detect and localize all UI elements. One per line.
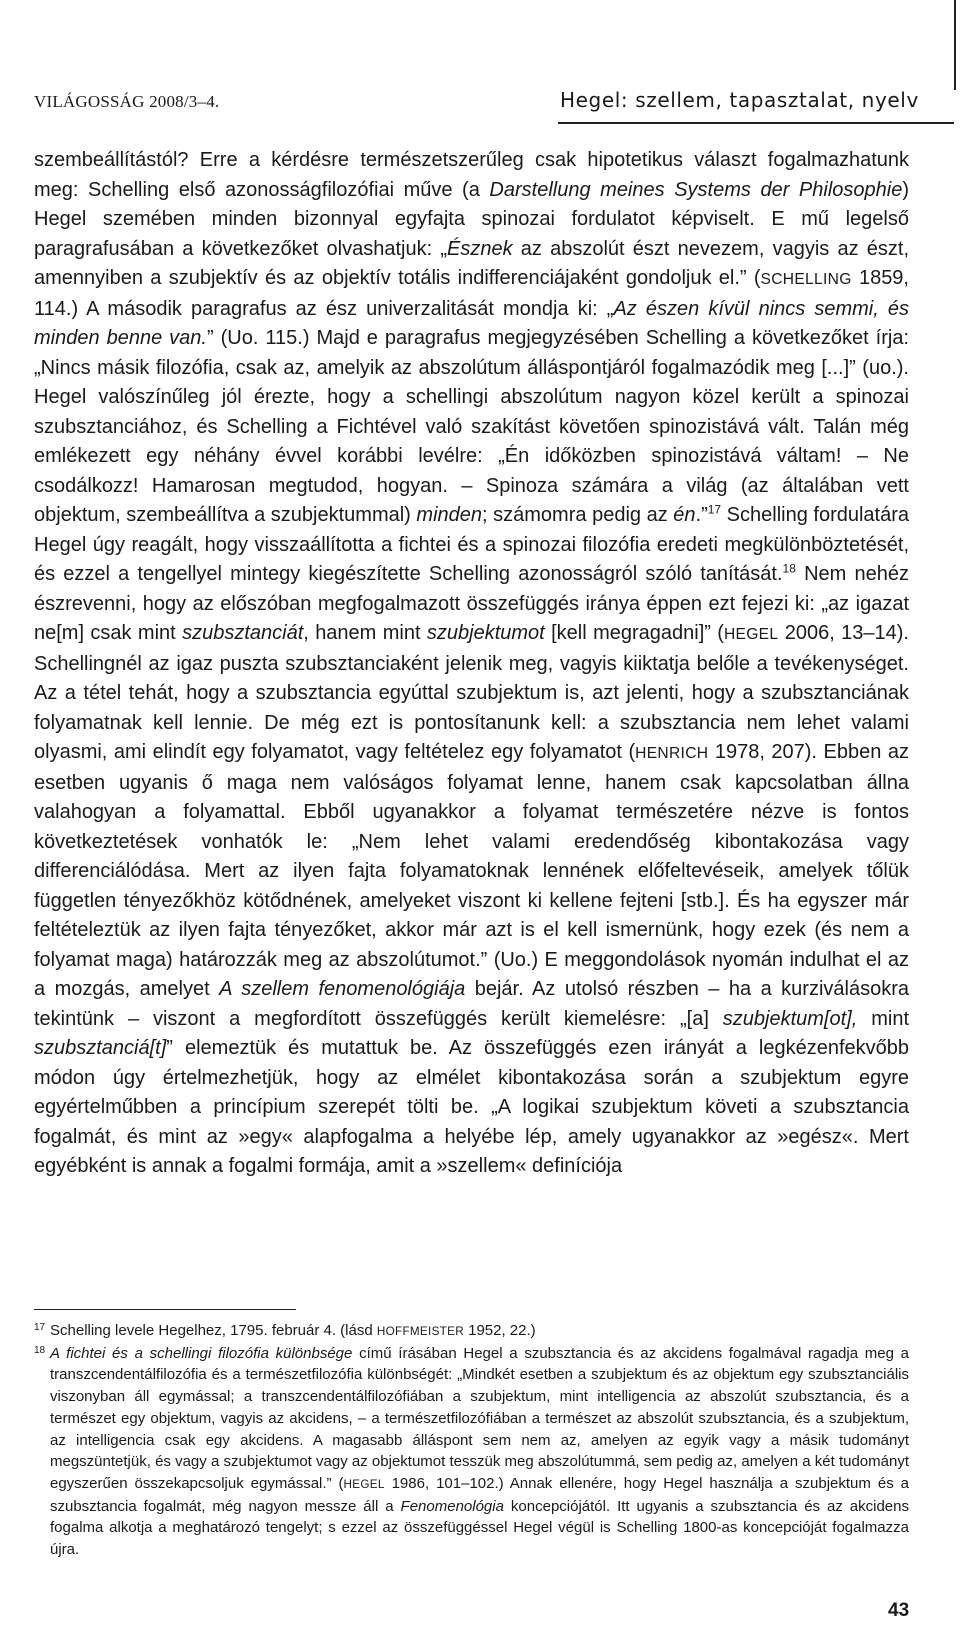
footnote-17 [34, 1320, 909, 1343]
text-run: című írásában Hegel a szubsztancia és az akcidens fogalmával ragadja meg a transzcendentálfilozófia és a természetfilozófia különbségét: „Mindkét esetben a szubjektum és az objektum egy szubsztanciális viszonyban áll egymással; a transzcendentálfilozófiában a szubjektum, mint intelligencia az abszolút szubsztancia, és a természet egy objektum, vagyis az akcidens, – a természetfilozófiában a természet az abszolút szubsztancia, és a szubjektum, az intelligencia csak egy akcidens. A magasabb álláspont sem nem az, amelyen az egyik vagy a másik tudományt megszüntetjük, és vagy a szubjektumot vagy az objektumot tesszük meg abszolútummá, sem pedig az, amelyen a két tudományt egyszerűen összekapcsoljuk egymással.” ( [50, 1344, 910, 1492]
text-run: 1978, 207). Ebben az esetben ugyanis ő maga nem valóságos folyamat lenne, hanem csak kapcsolatban állna valahogyan a folyamattal. Ebből ugyanakkor a folyamat természetére nézve is fontos következtetések vonhatók le: „Nem lehet valami eredendőség kibontakozása vagy differenciálódása. Mert az ilyen fajta folyamatoknak lennének előfeltevéseik, amelyek tőlük független tényezőkhöz kötődnének, amelyeket viszont ki kellene fejteni [stb.]. És ha egyszer már feltételeztük az ilyen fajta tényezőket, akkor már azt is el kell ismernünk, hogy ezek (és nem a folyamat maga) határozzák meg az abszolútumot.” (Uo.) E meggondolások nyomán indulhat el az a mozgás, amelyet [34, 741, 909, 1000]
text-run: bejár. Az utolsó részben – ha a kurziválásokra tekintünk – viszont a megfordított összefüggés került kiemelésre: „[a] [34, 978, 910, 1030]
text-run: az abszolút észt nevezem, vagyis az észt, amennyiben a szubjektív és az objektív totális indifferenciájaként gondoljuk el.” ( [34, 237, 910, 289]
emphasis: szubjektumot [426, 622, 545, 644]
text-run: 1952, 22.) [463, 1322, 536, 1339]
emphasis: szubsztanciát [182, 622, 304, 644]
text-run: [kell megragadni]” ( [544, 622, 724, 644]
page-number: 43 [888, 1600, 910, 1621]
running-title: Hegel: szellem, tapasztalat, nyelv [558, 88, 954, 124]
text-run: Nem nehéz észrevenni, hogy az előszóban megfogalmazott összefüggés iránya éppen ezt fejezi ki: „az igazat ne[m] csak mint [34, 563, 909, 644]
citation-author: SCHELLING [760, 271, 852, 288]
emphasis: én [673, 504, 696, 526]
text-run: .” [695, 504, 708, 526]
main-text [34, 146, 909, 1182]
text-run: ) Hegel szemében minden bizonnyal egyfajta spinozai fordulatot képviselt. E mű legelső paragrafusában a következőket olvashatjuk: „ [34, 178, 909, 260]
citation-author: HEGEL [723, 626, 779, 643]
text-run: koncepciójától. Itt ugyanis a szubsztancia és az akcidens fogalma alkotja a meghatározó tengelyt; s ezzel az összefüggéssel Hegel végül is Schelling 1800-as koncepcióját fogalmazza újra. [50, 1497, 909, 1559]
emphasis: szubsztanciá[t] [34, 1037, 167, 1059]
footnote-separator [34, 1309, 296, 1310]
emphasis: minden [416, 504, 483, 526]
footnote-ref-17[interactable]: 17 [707, 502, 722, 517]
journal-issue: VILÁGOSSÁG 2008/3–4. [34, 92, 220, 111]
emphasis: Észnek [447, 237, 513, 260]
citation-author: HEGEL [343, 1477, 385, 1491]
body-paragraph [34, 146, 909, 1182]
emphasis: Az észen kívül nincs semmi, és minden benne van. [34, 297, 909, 349]
text-run: ” elemeztük és mutattuk be. Az összefüggés ezen irányát a legkézenfekvőbb módon úgy értelmezhetjük, hogy az elmélet kibontakozása során a szubjektum egyre egyértelműbben a princípium szerepét tölti be. „A logikai szubjektum követi a szubsztancia fogalmát, és mint az »egy« alapfogalma a helyébe lép, amely ugyanakkor az »egész«. Mert egyébként is annak a fogalmi formája, amit a »szellem« definíciója [34, 1037, 909, 1177]
book-title: Darstellung meines Systems der Philosophie [489, 178, 903, 201]
text-run: 1986, 101–102.) Annak ellenére, hogy Hegel használja a szubjektum és a szubsztancia fogalmát, még nagyon messze áll a [50, 1474, 909, 1515]
footnotes [34, 1320, 909, 1561]
page-header [0, 0, 960, 130]
book-title: A szellem fenomenológiája [219, 978, 466, 1000]
footnote-18 [34, 1343, 909, 1561]
text-run: , hanem mint [303, 622, 427, 644]
footnote-ref-18[interactable]: 18 [782, 561, 796, 576]
text-run: szembeállítástól? Erre a kérdésre természetszerűleg csak hipotetikus választ fogalmazhatunk meg: Schelling első azonosságfilozófiai műve (a [34, 149, 909, 201]
text-run: mint [857, 1007, 910, 1030]
emphasis: szubjektum[ot], [722, 1007, 858, 1030]
text-run: ; számomra pedig az [482, 504, 674, 526]
text-run: Schelling fordulatára Hegel úgy reagált, hogy visszaállította a fichtei és a spinozai filozófia eredeti megkülönböztetését, és ezzel a tengellyel mintegy kiegészítette Schelling azonosságról szóló tanítását. [34, 504, 910, 585]
footnote-number: 18 [34, 1344, 46, 1356]
text-run: Schelling levele Hegelhez, 1795. február 4. (lásd [50, 1322, 377, 1339]
book-title: A fichtei és a schellingi filozófia különbsége [50, 1344, 353, 1362]
text-run: 1859, 114.) A második paragrafus az ész univerzalitását mondja ki: „ [34, 267, 909, 320]
citation-author: HENRICH [635, 745, 709, 762]
citation-author: HOFFMEISTER [376, 1325, 464, 1338]
text-run: ” (Uo. 115.) Majd e paragrafus megjegyzésében Schelling a következőket írja: „Nincs másik filozófia, csak az, amelyik az abszolútum álláspontjáról fogalmazódik meg [...]” (uo.). Hegel valószínűleg jól érezte, hogy a schellingi abszolútum nagyon közel került a spinozai szubsztanciához, és Schelling a Fichtével való szakítást követően spinozistává vált. Talán még emlékezett egy néhány évvel korábbi levélre: „Én időközben spinozistává váltam! – Ne csodálkozz! Hamarosan megtudod, hogyan. – Spinoza számára a világ (az általában vett objektum, szembeállítva a szubjektummal) [34, 327, 909, 526]
text-run: 2006, 13–14). Schellingnél az igaz puszta szubsztanciaként jelenik meg, vagyis kiiktatja belőle a tevékenységet. Az a tétel tehát, hogy a szubsztancia egyúttal szubjektum is, azt jelenti, hogy a szubsztanciának folyamatnak kell lennie. De még ezt is pontosítanunk kell: a szubsztancia nem lehet valami olyasmi, ami elindít egy folyamatot, vagy feltételez egy folyamatot ( [34, 622, 909, 763]
book-title: Fenomenológia [400, 1497, 504, 1515]
footnote-number: 17 [34, 1322, 46, 1333]
